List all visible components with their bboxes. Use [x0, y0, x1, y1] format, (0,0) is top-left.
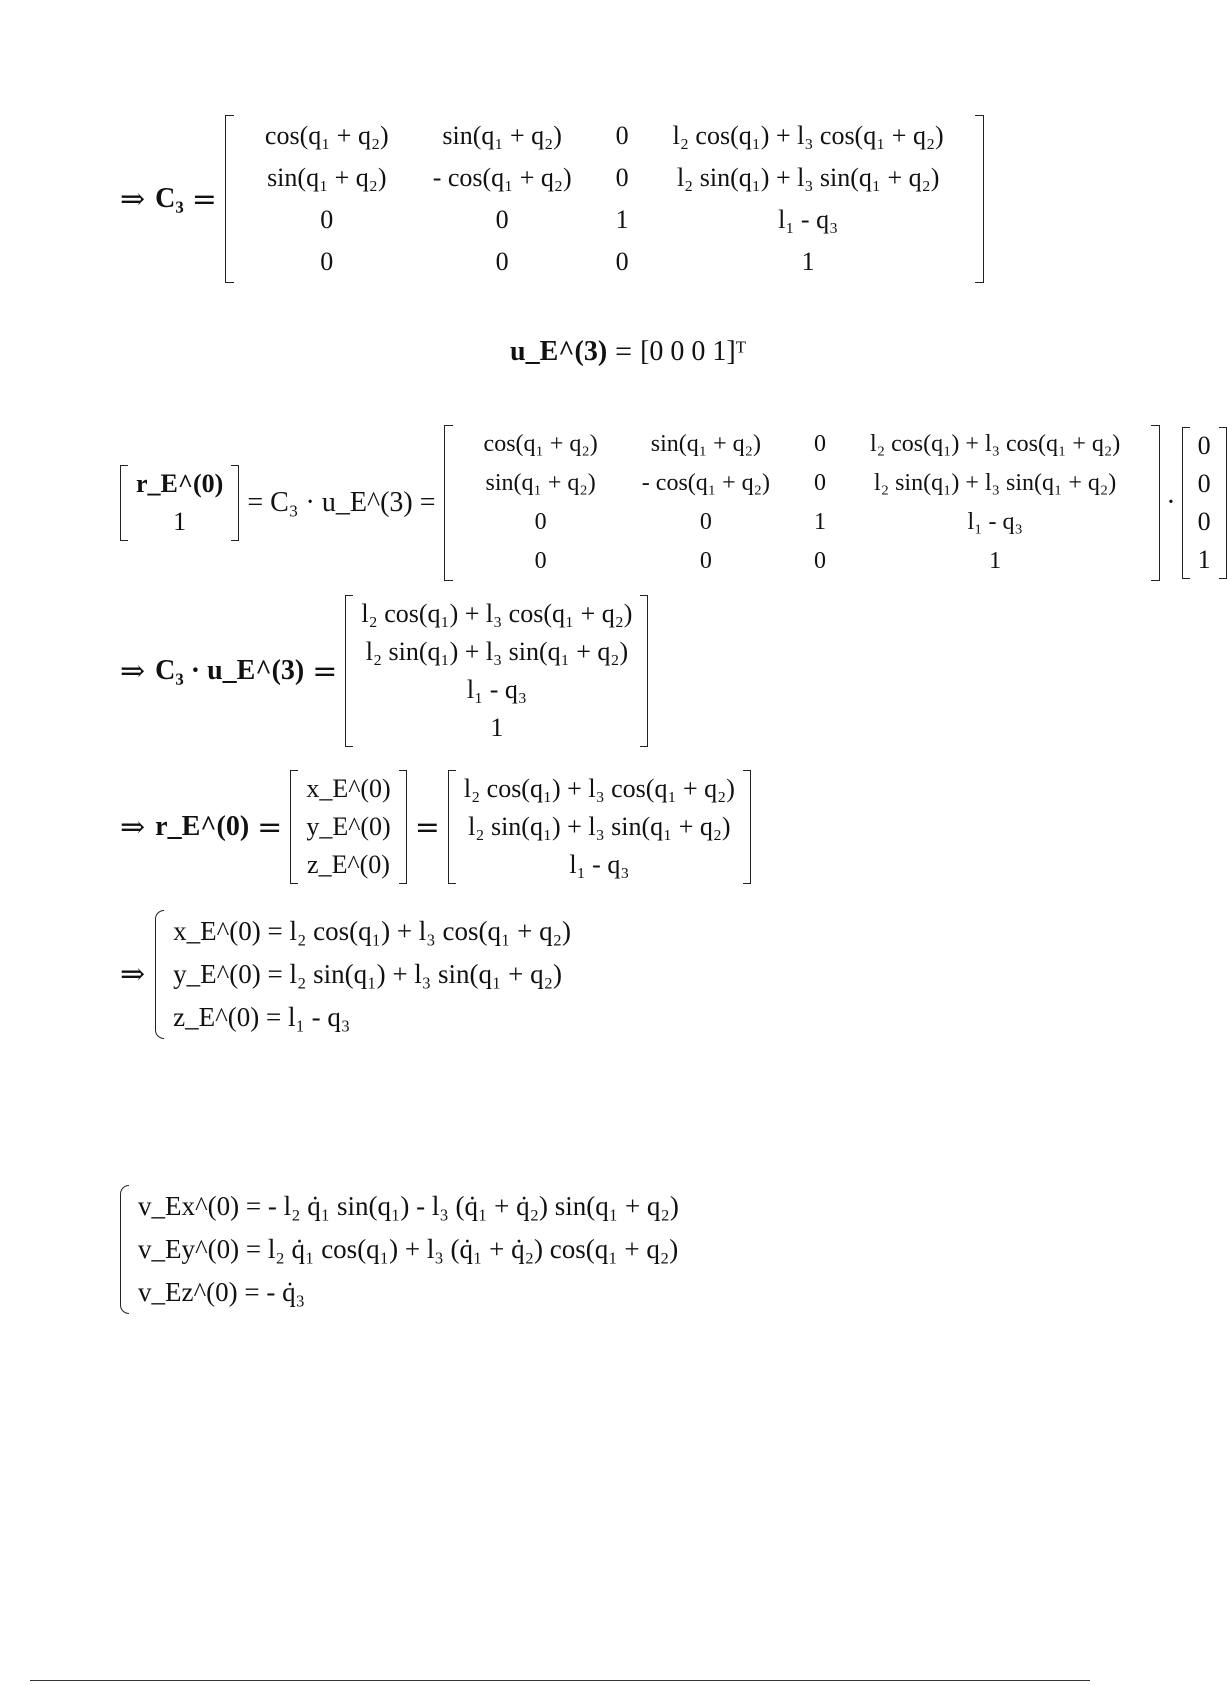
- u-symbol: u_E^(3): [510, 336, 608, 367]
- vector-entry: 1: [1197, 545, 1211, 574]
- vector-entry: v_Ez^(0) = - q̇₃: [138, 1277, 306, 1307]
- vector-entry: 1: [490, 713, 504, 742]
- matrix-row: [243, 115, 966, 157]
- c3-matrix: [225, 115, 984, 283]
- matrix-cell: - cos(q₁ + q₂): [641, 470, 771, 496]
- vector-entry: l₂ sin(q₁) + l₃ sin(q₁ + q₂): [365, 637, 629, 666]
- matrix-cell: 1: [814, 509, 827, 535]
- matrix-row: [243, 241, 966, 283]
- matrix-row: [462, 503, 1143, 542]
- matrix-cell: 0: [699, 509, 712, 535]
- equals-sign: =: [312, 653, 338, 689]
- vector-entry: l₂ sin(q₁) + l₃ sin(q₁ + q₂): [468, 812, 731, 841]
- equation-position-product: [120, 425, 1227, 581]
- homogeneous-position-vector: [120, 465, 239, 541]
- matrix-cell: 1: [615, 205, 629, 234]
- vector-entry: y_E^(0) = l₂ sin(q₁) + l₃ sin(q₁ + q₂): [173, 959, 563, 989]
- position-system-brace: [155, 910, 571, 1039]
- vector-entry: z_E^(0): [307, 850, 390, 879]
- equation-u-vector: [510, 335, 746, 369]
- u-column-vector: [1182, 427, 1227, 579]
- matrix-cell: 0: [814, 470, 827, 496]
- matrix-cell: 0: [495, 247, 509, 276]
- xyz-column-vector: [290, 770, 406, 884]
- vector-entry: v_Ey^(0) = l₂ q̇₁ cos(q₁) + l₃ (q̇₁ + q̇₂) cos(q₁ + q₂): [138, 1234, 679, 1264]
- matrix-row: [462, 425, 1143, 464]
- one-entry: 1: [173, 507, 187, 536]
- matrix-cell: 0: [615, 247, 629, 276]
- matrix-cell: sin(q₁ + q₂): [485, 470, 596, 496]
- matrix-cell: 0: [320, 247, 334, 276]
- matrix-cell: l₂ sin(q₁) + l₃ sin(q₁ + q₂): [676, 163, 940, 192]
- matrix-cell: l₂ sin(q₁) + l₃ sin(q₁ + q₂): [874, 470, 1117, 496]
- result-column-vector: [345, 595, 648, 747]
- matrix-cell: l₂ cos(q₁) + l₃ cos(q₁ + q₂): [672, 121, 944, 150]
- c3-matrix-repeat: [444, 425, 1161, 581]
- vector-entry: 0: [1197, 469, 1211, 498]
- implies-arrow: ⇒: [120, 181, 146, 217]
- matrix-cell: l₁ - q₃: [967, 509, 1023, 535]
- matrix-cell: 1: [989, 548, 1002, 574]
- matrix-cell: cos(q₁ + q₂): [483, 431, 598, 457]
- equals-sign: =: [257, 809, 283, 845]
- vector-entry: x_E^(0) = l₂ cos(q₁) + l₃ cos(q₁ + q₂): [173, 916, 571, 946]
- matrix-cell: sin(q₁ + q₂): [267, 163, 387, 192]
- vector-entry: l₂ cos(q₁) + l₃ cos(q₁ + q₂): [361, 599, 633, 628]
- matrix-cell: l₁ - q₃: [778, 205, 839, 234]
- implies-arrow: ⇒: [120, 809, 146, 845]
- equation-velocity-system: [120, 1185, 679, 1314]
- equation-c3: [120, 115, 984, 283]
- product-expression: = C₃ · u_E^(3) =: [247, 487, 436, 518]
- implies-arrow: ⇒: [120, 653, 146, 689]
- dot-operator: ·: [1166, 487, 1176, 518]
- vector-entry: v_Ex^(0) = - l₂ q̇₁ sin(q₁) - l₃ (q̇₁ + q̇₂) sin(q₁ + q₂): [138, 1191, 679, 1221]
- matrix-row: [243, 157, 966, 199]
- r-symbol: r_E^(0): [155, 811, 250, 842]
- vector-entry: z_E^(0) = l₁ - q₃: [173, 1002, 351, 1032]
- product-symbol: C₃ · u_E^(3): [155, 655, 305, 686]
- matrix-cell: 0: [534, 509, 547, 535]
- implies-arrow: ⇒: [120, 957, 146, 992]
- matrix-cell: 0: [320, 205, 334, 234]
- matrix-cell: cos(q₁ + q₂): [264, 121, 389, 150]
- vector-entry: x_E^(0): [306, 774, 391, 803]
- vector-entry: 0: [1197, 431, 1211, 460]
- equals-sign: =: [191, 181, 217, 217]
- r-symbol: r_E^(0): [136, 469, 224, 498]
- matrix-cell: 0: [814, 548, 827, 574]
- matrix-cell: - cos(q₁ + q₂): [432, 163, 572, 192]
- matrix-cell: sin(q₁ + q₂): [442, 121, 562, 150]
- matrix-cell: 0: [814, 431, 827, 457]
- equation-position-system: [120, 910, 571, 1039]
- matrix-row: [243, 199, 966, 241]
- matrix-cell: 0: [495, 205, 509, 234]
- vector-entry: l₁ - q₃: [466, 675, 527, 704]
- equation-position-vector: [120, 770, 751, 884]
- matrix-cell: 1: [801, 247, 815, 276]
- matrix-cell: 0: [615, 121, 629, 150]
- c3-symbol: C₃: [155, 183, 184, 214]
- matrix-row: [462, 464, 1143, 503]
- u-vector-value: [0 0 0 1]ᵀ: [640, 336, 746, 367]
- position-column-vector: [448, 770, 751, 884]
- page-bottom-rule: [30, 1680, 1090, 1681]
- equation-product-result: [120, 595, 648, 747]
- matrix-cell: 0: [615, 163, 629, 192]
- velocity-system-brace: [120, 1185, 679, 1314]
- matrix-cell: sin(q₁ + q₂): [650, 431, 762, 457]
- vector-entry: y_E^(0): [306, 812, 391, 841]
- matrix-cell: 0: [699, 548, 712, 574]
- equals-sign: =: [414, 809, 440, 845]
- vector-entry: l₂ cos(q₁) + l₃ cos(q₁ + q₂): [463, 774, 735, 803]
- matrix-cell: l₂ cos(q₁) + l₃ cos(q₁ + q₂): [870, 431, 1121, 457]
- equals-sign: =: [615, 335, 633, 368]
- matrix-row: [462, 542, 1143, 581]
- vector-entry: 0: [1197, 507, 1211, 536]
- matrix-cell: 0: [534, 548, 547, 574]
- vector-entry: l₁ - q₃: [569, 850, 630, 879]
